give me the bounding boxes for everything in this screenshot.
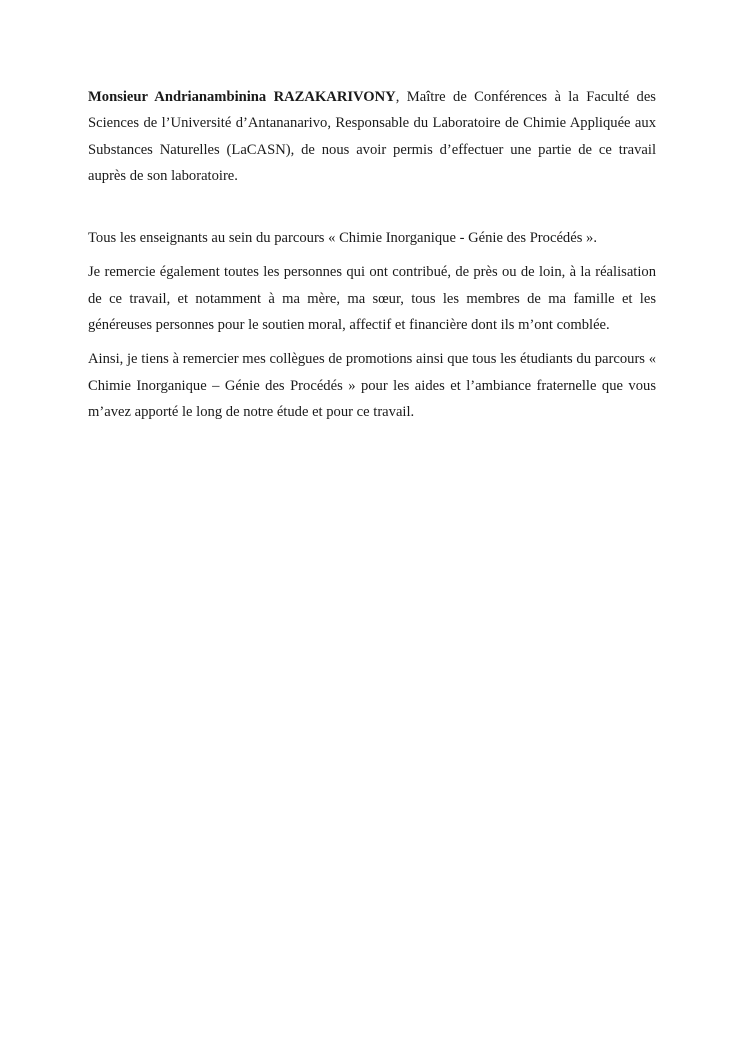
acknowledgement-paragraph-lacasn xyxy=(88,84,656,189)
acknowledgement-paragraph-colleagues: Ainsi, je tiens à remercier mes collègues de promotions ainsi que tous les étudiants du parcours « Chimie Inorganique – Génie des Procédés » pour les aides et l’ambiance fraternelle que vous m’avez apporté le long de notre étude et pour ce travail. xyxy=(88,351,656,420)
acknowledgement-paragraph-family: Je remercie également toutes les personnes qui ont contribué, de près ou de loin, à la réalisation de ce travail, et notamment à ma mère, ma sœur, tous les membres de ma famille et les généreuses personnes pour le soutien moral, affectif et financière dont ils m’ont comblée. xyxy=(88,264,656,334)
person-name: Monsieur Andrianambinina RAZAKARIVONY xyxy=(88,89,396,105)
paragraph-text: , Maître de Conférences à la Faculté des Sciences de l’Université d’Antananarivo, Responsable du Laboratoire de Chimie Appliquée aux Substances Naturelles (LaCASN), de nous avoir permis d’effectuer une partie de ce travail auprès de son laboratoire. xyxy=(88,89,656,184)
acknowledgement-paragraph-teachers: Tous les enseignants au sein du parcours « Chimie Inorganique - Génie des Procédés ». xyxy=(88,230,597,247)
document-page xyxy=(88,84,656,433)
